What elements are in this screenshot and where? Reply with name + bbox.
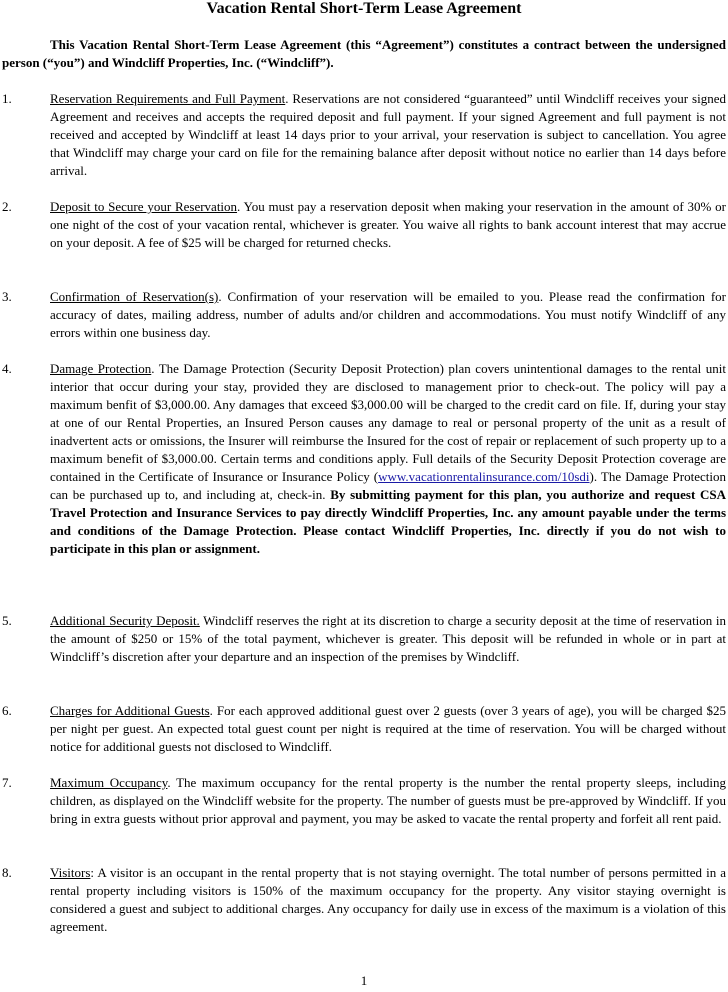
section-body — [50, 774, 726, 828]
section-body — [50, 864, 726, 936]
section-number: 2. — [2, 199, 12, 214]
section-number: 5. — [2, 613, 12, 628]
section-number: 1. — [2, 91, 12, 106]
section-text: . You must pay a reservation deposit when making your reservation in the amount of 30% or one night of the cost of your vacation rental, whichever is greater. You waive all rights to bank account interest that may accrue on your deposit. A fee of $25 will be charged for returned checks. — [50, 199, 727, 250]
section-text: Windcliff reserves the right at its discretion to charge a security deposit at the time of reservation in the amount of $250 or 15% of the total payment, whichever is greater. This deposit will be refunded in whole or in part at Windcliff’s discretion after your departure and an inspection of the premises by Windcliff. — [50, 613, 727, 664]
section-text: . The Damage Protection (Security Deposit Protection) plan covers unintentional damages to the rental unit interior that occur during your stay, provided they are disclosed to management prior to check-out. The policy will pay a maximum benfit of $3,000.00. Any damages that exceed $3,000.00 will be charged to the credit card on file. If, during your stay at one of our Rental Properties, an Insured Person causes any damage to real or personal property of the unit as a result of inadvertent acts or omissions, the Insurer will reimburse the Insured for the cost of repair or replacement of such property up to a maximum benefit of $3,000.00. Certain terms and conditions apply. Full details of the Security Deposit Protection coverage are contained in the Certificate of Insurance or Insurance Policy ( — [50, 361, 726, 484]
section-body — [50, 612, 726, 666]
intro-paragraph: This Vacation Rental Short-Term Lease Agreement (this “Agreement”) constitutes a contract between the undersigned person (“you”) and Windcliff Properties, Inc. (“Windcliff”). — [2, 37, 726, 70]
section-text: : A visitor is an occupant in the rental property that is not staying overnight. The total number of persons permitted in a rental property including visitors is 150% of the maximum occupancy for the property. Any visitor staying overnight is considered a guest and subject to additional charges. Any occupancy for daily use in excess of the maximum is a violation of this agreement. — [50, 865, 726, 934]
section-heading: Additional Security Deposit. — [50, 613, 200, 628]
section-heading: Confirmation of Reservation(s) — [50, 289, 219, 304]
section-body — [50, 360, 726, 558]
section-heading: Reservation Requirements and Full Payment — [50, 91, 286, 106]
page-number: 1 — [360, 973, 368, 988]
section-body — [50, 90, 726, 180]
section-text: . Reservations are not considered “guaranteed” until Windcliff receives your signed Agreement and receives and accepts the required deposit and full payment. If your signed Agreement and full payment is not received and accepted by Windcliff at least 14 days prior to your arrival, your reservation is subject to cancellation. You agree that Windcliff may charge your card on file for the remaining balance after deposit without notice no earlier than 14 days before arrival. — [50, 91, 727, 178]
section-text: . Confirmation of your reservation will be emailed to you. Please read the confirmation for accuracy of dates, mailing address, number of adults and/or children and accommodations. You must notify Windcliff of any errors within one business day. — [50, 289, 726, 340]
section-body — [50, 288, 726, 342]
section-heading: Deposit to Secure your Reservation — [50, 199, 238, 214]
section-number: 7. — [2, 775, 12, 790]
section-body — [50, 198, 726, 252]
section-body — [50, 702, 726, 756]
document-title: Vacation Rental Short-Term Lease Agreement — [206, 0, 522, 17]
section-heading: Damage Protection — [50, 361, 152, 376]
insurance-link[interactable]: www.vacationrentalinsurance.com/10sdi — [378, 469, 590, 484]
section-text: . For each approved additional guest over 2 guests (over 3 years of age), you will be charged $25 per night per guest. An expected total guest count per night is required at the time of reservation. You will be charged without notice for additional guests not disclosed to Windcliff. — [50, 703, 726, 754]
section-number: 3. — [2, 289, 12, 304]
section-heading: Visitors — [50, 865, 91, 880]
section-heading: Maximum Occupancy — [50, 775, 168, 790]
section-bold-text: By submitting payment for this plan, you authorize and request CSA Travel Protection and Insurance Services to pay directly Windcliff Properties, Inc. any amount payable under the terms and conditions of the Damage Protection. Please contact Windcliff Properties, Inc. directly if you do not wish to participate in this plan or assignment. — [50, 487, 726, 556]
section-text: ). The Damage Protection can be purchased up to, and including at, check-in. — [50, 469, 726, 502]
section-heading: Charges for Additional Guests — [50, 703, 210, 718]
section-number: 8. — [2, 865, 12, 880]
section-number: 4. — [2, 361, 12, 376]
section-text: . The maximum occupancy for the rental property is the number the rental property sleeps, including children, as displayed on the Windcliff website for the property. The number of guests must be pre-approved by Windcliff. If you bring in extra guests without prior approval and payment, you may be asked to vacate the rental property and forfeit all rent paid. — [50, 775, 726, 826]
section-number: 6. — [2, 703, 12, 718]
